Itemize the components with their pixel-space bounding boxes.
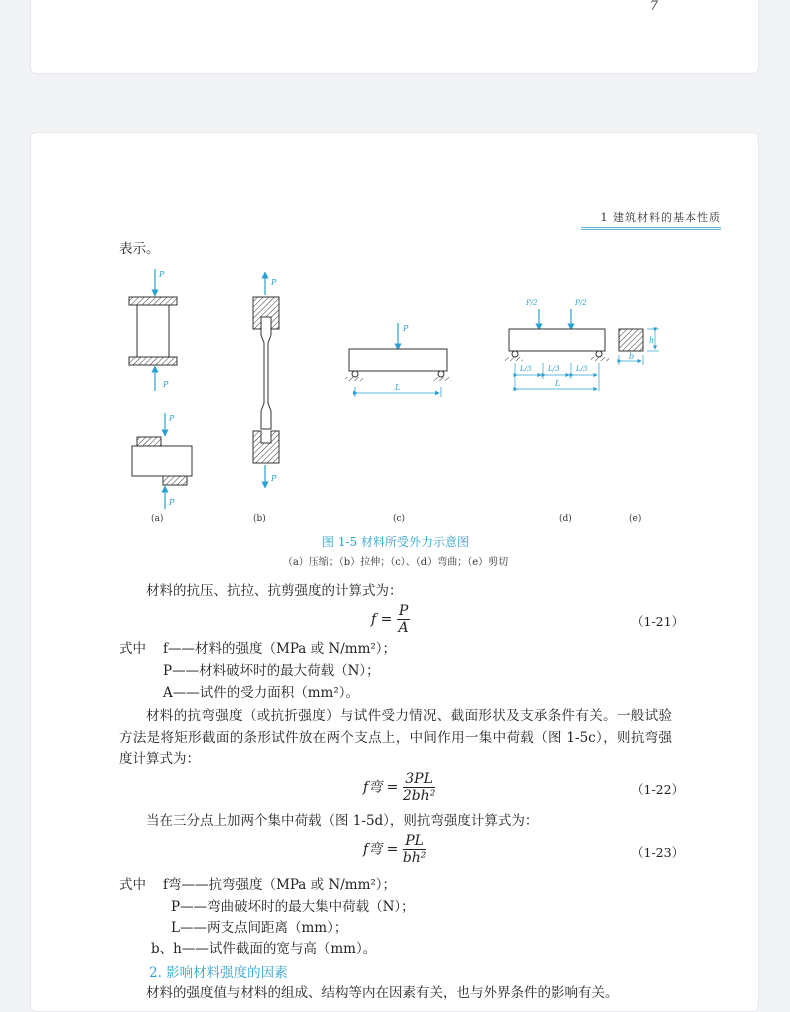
panel-label-b: (b) [253, 514, 266, 524]
equation-1-22 [363, 771, 435, 804]
paragraph-third-point: 当在三分点上加两个集中荷载（图 1-5d），则抗弯强度计算式为： [146, 813, 539, 829]
equation-lhs: f弯 = [363, 841, 403, 858]
panel-a-compression [129, 269, 192, 509]
figure-subtitle: （a）压缩；（b）拉伸；（c）、（d）弯曲；（e）剪切 [282, 557, 509, 568]
denominator: 2bh² [402, 788, 436, 804]
paragraph-flexural-strength: 材料的抗弯强度（或抗折强度）与试件受力情况、截面形状及支承条件有关。一般试验方法是将矩形截面的条形试件放在两个支点上，中间作用一集中荷载（图 1-5c），则抗弯强度计算式为： [119, 708, 672, 767]
figure-1-5 [31, 263, 760, 533]
dim-h-label: h [649, 336, 655, 345]
third-span-label: L/3 [576, 365, 588, 373]
load-label: P [403, 324, 409, 333]
third-span-label: L/3 [520, 365, 532, 373]
definition-item: P——弯曲破坏时的最大集中荷载（N）； [171, 899, 415, 915]
paragraph-strength-formula: 材料的抗压、抗拉、抗剪强度的计算式为： [146, 583, 403, 599]
section-heading: 2. 影响材料强度的因素 [149, 965, 288, 981]
panel-c-bending [345, 323, 451, 397]
panel-label-a: (a) [151, 514, 164, 524]
equation-lhs: f弯 = [363, 779, 403, 796]
equation-1-23 [363, 833, 426, 866]
load-label: P [271, 278, 277, 287]
page-number: 7 [649, 0, 658, 14]
numerator: PL [403, 833, 427, 850]
load-label: P [169, 414, 175, 423]
numerator: P [398, 603, 409, 619]
panel-label-e: (e) [629, 514, 642, 524]
equation-fraction [403, 771, 436, 804]
running-head: 1 建筑材料的基本性质 [581, 209, 721, 230]
load-label: P [169, 498, 175, 507]
intro-text: 表示。 [119, 241, 160, 257]
where-label: 式中 [119, 641, 146, 657]
definition-item: b、h——试件截面的宽与高（mm）。 [151, 941, 377, 957]
dim-b-label: b [629, 352, 635, 361]
equation-fraction [397, 603, 410, 636]
equation-number: （1-23） [631, 845, 685, 860]
panel-label-c: (c) [393, 514, 406, 524]
definition-item: f弯——抗弯强度（MPa 或 N/mm²）； [163, 877, 397, 893]
panel-label-d: (d) [559, 514, 572, 524]
panel-d-third-point [505, 299, 609, 391]
denominator: A [398, 620, 409, 636]
definition-item: P——材料破坏时的最大荷载（N）； [163, 663, 380, 679]
figure-title: 图 1-5 材料所受外力示意图 [322, 535, 469, 549]
equation-lhs: f = [371, 611, 397, 628]
panel-e-section [619, 329, 659, 365]
previous-page-card [30, 0, 759, 74]
paragraph-partial: 材料的强度值与材料的组成、结构等内在因素有关，也与外界条件的影响有关。 [146, 985, 619, 1001]
load-label: P [163, 380, 169, 389]
equation-1-21 [371, 603, 410, 636]
numerator: 3PL [403, 771, 436, 788]
third-span-label: L/3 [548, 365, 560, 373]
page-card [30, 132, 759, 1012]
definition-item: A——试件的受力面积（mm²）。 [163, 685, 360, 701]
half-load-label: P/2 [575, 299, 587, 307]
equation-number: （1-21） [631, 614, 685, 629]
equation-fraction [403, 833, 427, 866]
equation-number: （1-22） [631, 782, 685, 797]
load-label: P [271, 474, 277, 483]
half-load-label: P/2 [526, 299, 538, 307]
denominator: bh² [402, 850, 427, 866]
span-label: L [555, 379, 561, 388]
definition-item: f——材料的强度（MPa 或 N/mm²）； [163, 641, 397, 657]
where-label: 式中 [119, 877, 146, 893]
panel-b-tension [253, 275, 279, 485]
definition-item: L——两支点间距离（mm）； [171, 920, 348, 936]
load-label: P [159, 270, 165, 279]
span-label: L [395, 383, 401, 392]
